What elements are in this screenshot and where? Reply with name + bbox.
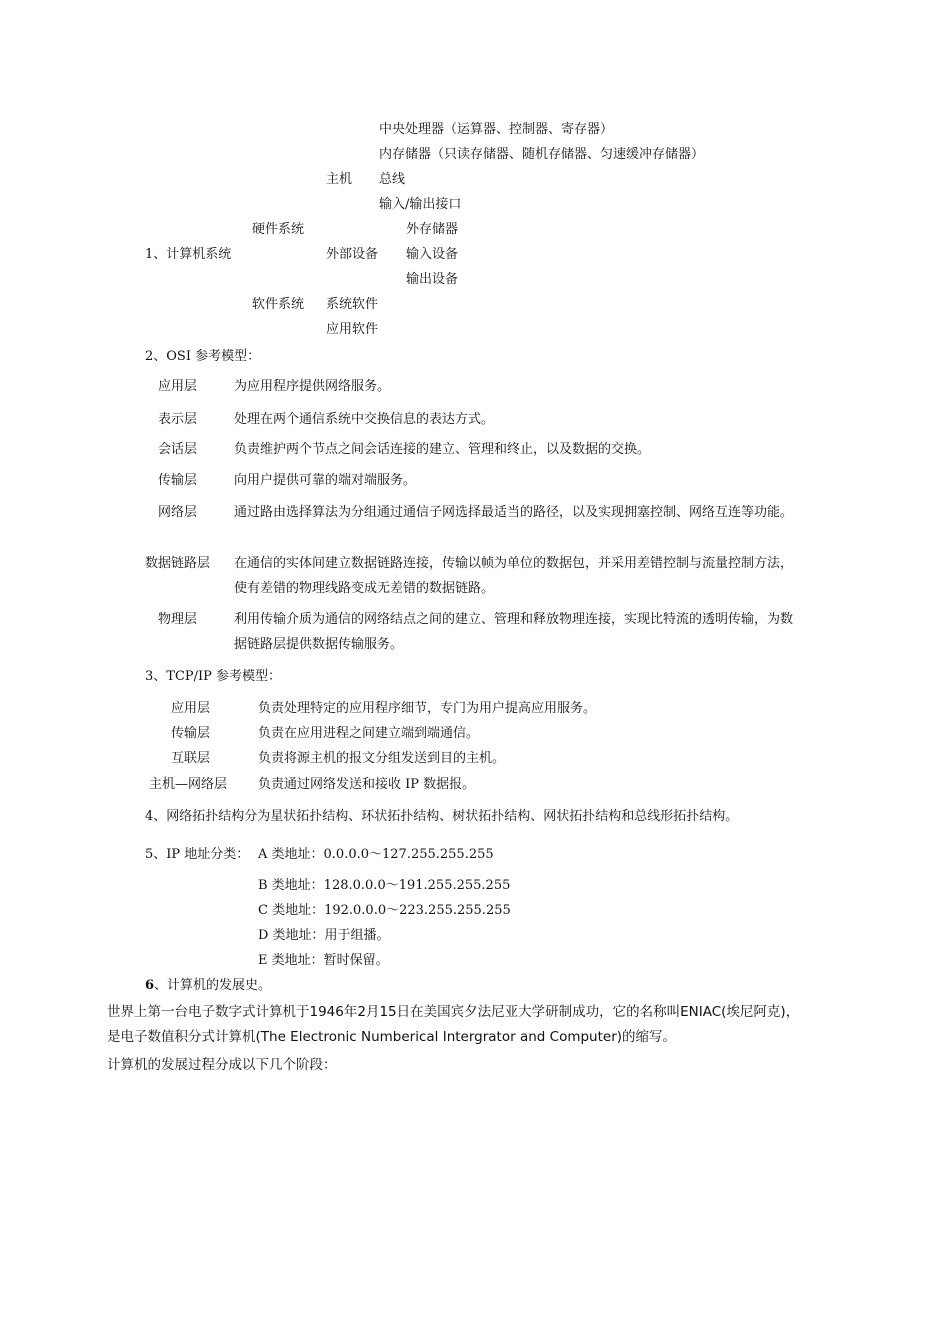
tcpip-layer-name: 互联层 (171, 751, 211, 766)
tcpip-layer-desc: 负责处理特定的应用程序细节，专门为用户提高应用服务。 (258, 701, 597, 716)
tcpip-heading: 3、TCP/IP 参考模型： (145, 669, 282, 684)
osi-layer-desc: 向用户提供可靠的端对端服务。 (234, 473, 417, 488)
history-title: 、计算机的发展史。 (154, 978, 272, 993)
output-dev-line: 输出设备 (406, 272, 459, 287)
osi-layer-name: 应用层 (158, 379, 198, 394)
osi-layer-name: 网络层 (158, 505, 198, 520)
osi-layer-desc: 利用传输介质为通信的网络结点之间的建立、管理和释放物理连接，实现比特流的透明传输，为数据链路层提供数据传输服务。 (234, 612, 794, 652)
tcpip-layer-name: 应用层 (171, 701, 211, 716)
history-number: 6 (145, 978, 155, 993)
app-software-line: 应用软件 (326, 322, 379, 337)
osi-layer-desc: 为应用程序提供网络服务。 (234, 379, 391, 394)
software-label: 软件系统 (252, 297, 305, 312)
computer-system-heading: 1、计算机系统 (145, 247, 232, 262)
hardware-label: 硬件系统 (252, 222, 305, 237)
osi-layer-name: 数据链路层 (145, 556, 211, 571)
input-dev-line: 输入设备 (406, 247, 459, 262)
osi-layer-desc: 负责维护两个节点之间会话连接的建立、管理和终止，以及数据的交换。 (234, 442, 651, 457)
tcpip-layer-name: 主机—网络层 (149, 777, 228, 792)
osi-heading: 2、OSI 参考模型： (145, 349, 261, 364)
tcpip-layer-name: 传输层 (171, 726, 211, 741)
sys-software-line: 系统软件 (326, 297, 379, 312)
osi-layer-desc: 通过路由选择算法为分组通过通信子网选择最适当的路径，以及实现拥塞控制、网络互连等功能。 (234, 505, 794, 520)
osi-layer-desc: 处理在两个通信系统中交换信息的表达方式。 (234, 412, 495, 427)
osi-layer-name: 传输层 (158, 473, 198, 488)
history-paragraph: 世界上第一台电子数字式计算机于1946年2月15日在美国宾夕法尼亚大学研制成功，它的名称叫ENIAC(埃尼阿克)，是电子数值积分式计算机(The Electronic Numberical Intergrator and Computer)的缩写。 (107, 1004, 800, 1045)
ip-class: D 类地址：用于组播。 (258, 928, 390, 943)
osi-layer-name: 表示层 (158, 412, 198, 427)
ip-class: C 类地址：192.0.0.0～223.255.255.255 (258, 903, 511, 918)
osi-layer-name: 会话层 (158, 442, 198, 457)
osi-layer-desc: 在通信的实体间建立数据链路连接，传输以帧为单位的数据包，并采用差错控制与流量控制方法，使有差错的物理线路变成无差错的数据链路。 (234, 556, 794, 596)
history-stages-intro: 计算机的发展过程分成以下几个阶段： (107, 1057, 337, 1073)
ip-class: E 类地址：暂时保留。 (258, 953, 389, 968)
tcpip-layer-desc: 负责将源主机的报文分组发送到目的主机。 (258, 751, 506, 766)
ip-class: B 类地址：128.0.0.0～191.255.255.255 (258, 878, 511, 893)
ext-storage-line: 外存储器 (406, 222, 459, 237)
osi-layer-name: 物理层 (158, 612, 198, 627)
ip-class: A 类地址：0.0.0.0～127.255.255.255 (258, 847, 494, 862)
ip-heading: 5、IP 地址分类： (145, 847, 250, 862)
tcpip-layer-desc: 负责在应用进程之间建立端到端通信。 (258, 726, 480, 741)
bus-line: 总线 (379, 172, 406, 187)
topology-paragraph: 4、网络拓扑结构分为星状拓扑结构、环状拓扑结构、树状拓扑结构、网状拓扑结构和总线形拓扑结构。 (145, 809, 739, 824)
cpu-line: 中央处理器（运算器、控制器、寄存器） (379, 122, 614, 137)
history-heading (145, 977, 271, 995)
tcpip-layer-desc: 负责通过网络发送和接收 IP 数据报。 (258, 777, 476, 792)
io-line: 输入/输出接口 (379, 197, 462, 212)
host-label: 主机 (326, 172, 353, 187)
external-label: 外部设备 (326, 247, 379, 262)
memory-line: 内存储器（只读存储器、随机存储器、匀速缓冲存储器） (379, 147, 705, 162)
